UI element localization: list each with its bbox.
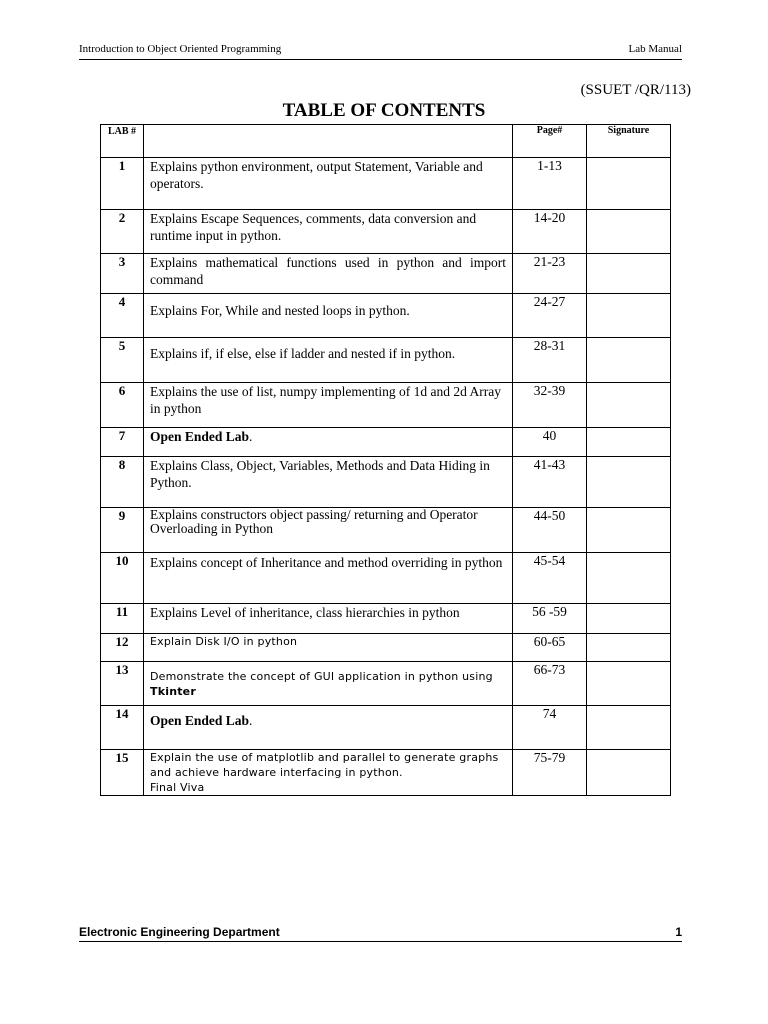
lab-description: Explains if, if else, else if ladder and nested if in python.: [144, 338, 513, 383]
document-reference: (SSUET /QR/113): [580, 82, 691, 98]
lab-description: [144, 706, 513, 750]
lab-description-text: Demonstrate the concept of GUI application in python using: [150, 669, 493, 683]
footer-department: Electronic Engineering Department: [79, 925, 280, 939]
signature-cell: [587, 294, 671, 338]
header-description: [144, 125, 513, 158]
page-range: 1-13: [513, 158, 587, 210]
lab-description: Explain Disk I/O in python: [144, 634, 513, 662]
page-range: 75-79: [513, 750, 587, 796]
table-row: [101, 750, 671, 796]
table-row: [101, 210, 671, 254]
signature-cell: [587, 604, 671, 634]
lab-description-line2: Final Viva: [150, 781, 205, 794]
lab-number: 1: [101, 158, 144, 210]
table-row: [101, 553, 671, 604]
lab-number: 2: [101, 210, 144, 254]
signature-cell: [587, 254, 671, 294]
lab-number: 14: [101, 706, 144, 750]
signature-cell: [587, 158, 671, 210]
table-row: [101, 158, 671, 210]
table-row: [101, 706, 671, 750]
page-range: 24-27: [513, 294, 587, 338]
table-row: [101, 254, 671, 294]
signature-cell: [587, 457, 671, 508]
lab-number: 3: [101, 254, 144, 294]
lab-number: 8: [101, 457, 144, 508]
page-range: 21-23: [513, 254, 587, 294]
page-range: 74: [513, 706, 587, 750]
lab-number: 15: [101, 750, 144, 796]
signature-cell: [587, 662, 671, 706]
lab-number: 6: [101, 383, 144, 428]
table-row: [101, 383, 671, 428]
lab-description: [144, 428, 513, 457]
lab-description-bold: Open Ended Lab: [150, 429, 250, 444]
signature-cell: [587, 338, 671, 383]
table-header-row: [101, 125, 671, 158]
signature-cell: [587, 428, 671, 457]
page-range: 14-20: [513, 210, 587, 254]
page-range: 40: [513, 428, 587, 457]
lab-number: 12: [101, 634, 144, 662]
page-range: 66-73: [513, 662, 587, 706]
page-range: 56 -59: [513, 604, 587, 634]
lab-description: Explains constructors object passing/ returning and Operator Overloading in Python: [144, 508, 513, 553]
lab-number: 5: [101, 338, 144, 383]
lab-number: 9: [101, 508, 144, 553]
signature-cell: [587, 508, 671, 553]
table-row: [101, 662, 671, 706]
table-row: [101, 457, 671, 508]
signature-cell: [587, 706, 671, 750]
table-row: [101, 508, 671, 553]
lab-description: Explains python environment, output Statement, Variable and operators.: [144, 158, 513, 210]
lab-description-bold: Tkinter: [150, 684, 196, 698]
lab-description: Explains Level of inheritance, class hierarchies in python: [144, 604, 513, 634]
page-range: 32-39: [513, 383, 587, 428]
page-footer: [79, 925, 682, 942]
page-title: TABLE OF CONTENTS: [282, 100, 486, 121]
lab-description-suffix: .: [249, 713, 253, 728]
signature-cell: [587, 634, 671, 662]
lab-description: Explains Class, Object, Variables, Methods and Data Hiding in Python.: [144, 457, 513, 508]
lab-number: 4: [101, 294, 144, 338]
lab-description: [144, 750, 513, 796]
page-header: [79, 43, 682, 60]
table-row: [101, 634, 671, 662]
page-range: 28-31: [513, 338, 587, 383]
lab-number: 11: [101, 604, 144, 634]
lab-description-suffix: .: [249, 429, 253, 444]
page-range: 60-65: [513, 634, 587, 662]
table-row: [101, 604, 671, 634]
lab-description: [144, 662, 513, 706]
lab-description: Explains concept of Inheritance and method overriding in python: [144, 553, 513, 604]
lab-description: Explains mathematical functions used in python and import command: [144, 254, 513, 294]
page-range: 41-43: [513, 457, 587, 508]
page-range: 45-54: [513, 553, 587, 604]
lab-description: Explains For, While and nested loops in python.: [144, 294, 513, 338]
header-lab: LAB #: [101, 125, 144, 158]
table-row: [101, 338, 671, 383]
lab-number: 7: [101, 428, 144, 457]
footer-page-number: 1: [675, 925, 682, 939]
lab-description-bold: Open Ended Lab: [150, 713, 250, 728]
header-signature: Signature: [587, 125, 671, 158]
lab-description: Explains the use of list, numpy implementing of 1d and 2d Array in python: [144, 383, 513, 428]
lab-description: Explains Escape Sequences, comments, data conversion and runtime input in python.: [144, 210, 513, 254]
header-course-title: Introduction to Object Oriented Programming: [79, 43, 282, 55]
table-row: [101, 294, 671, 338]
signature-cell: [587, 750, 671, 796]
signature-cell: [587, 553, 671, 604]
signature-cell: [587, 383, 671, 428]
lab-description-text: Explain the use of matplotlib and parallel to generate graphs and achieve hardware interfacing in python.: [150, 751, 499, 779]
table-row: [101, 428, 671, 457]
header-manual-label: Lab Manual: [628, 43, 682, 55]
lab-number: 10: [101, 553, 144, 604]
header-page: Page#: [513, 125, 587, 158]
signature-cell: [587, 210, 671, 254]
contents-table: [100, 124, 671, 796]
page-range: 44-50: [513, 508, 587, 553]
lab-number: 13: [101, 662, 144, 706]
